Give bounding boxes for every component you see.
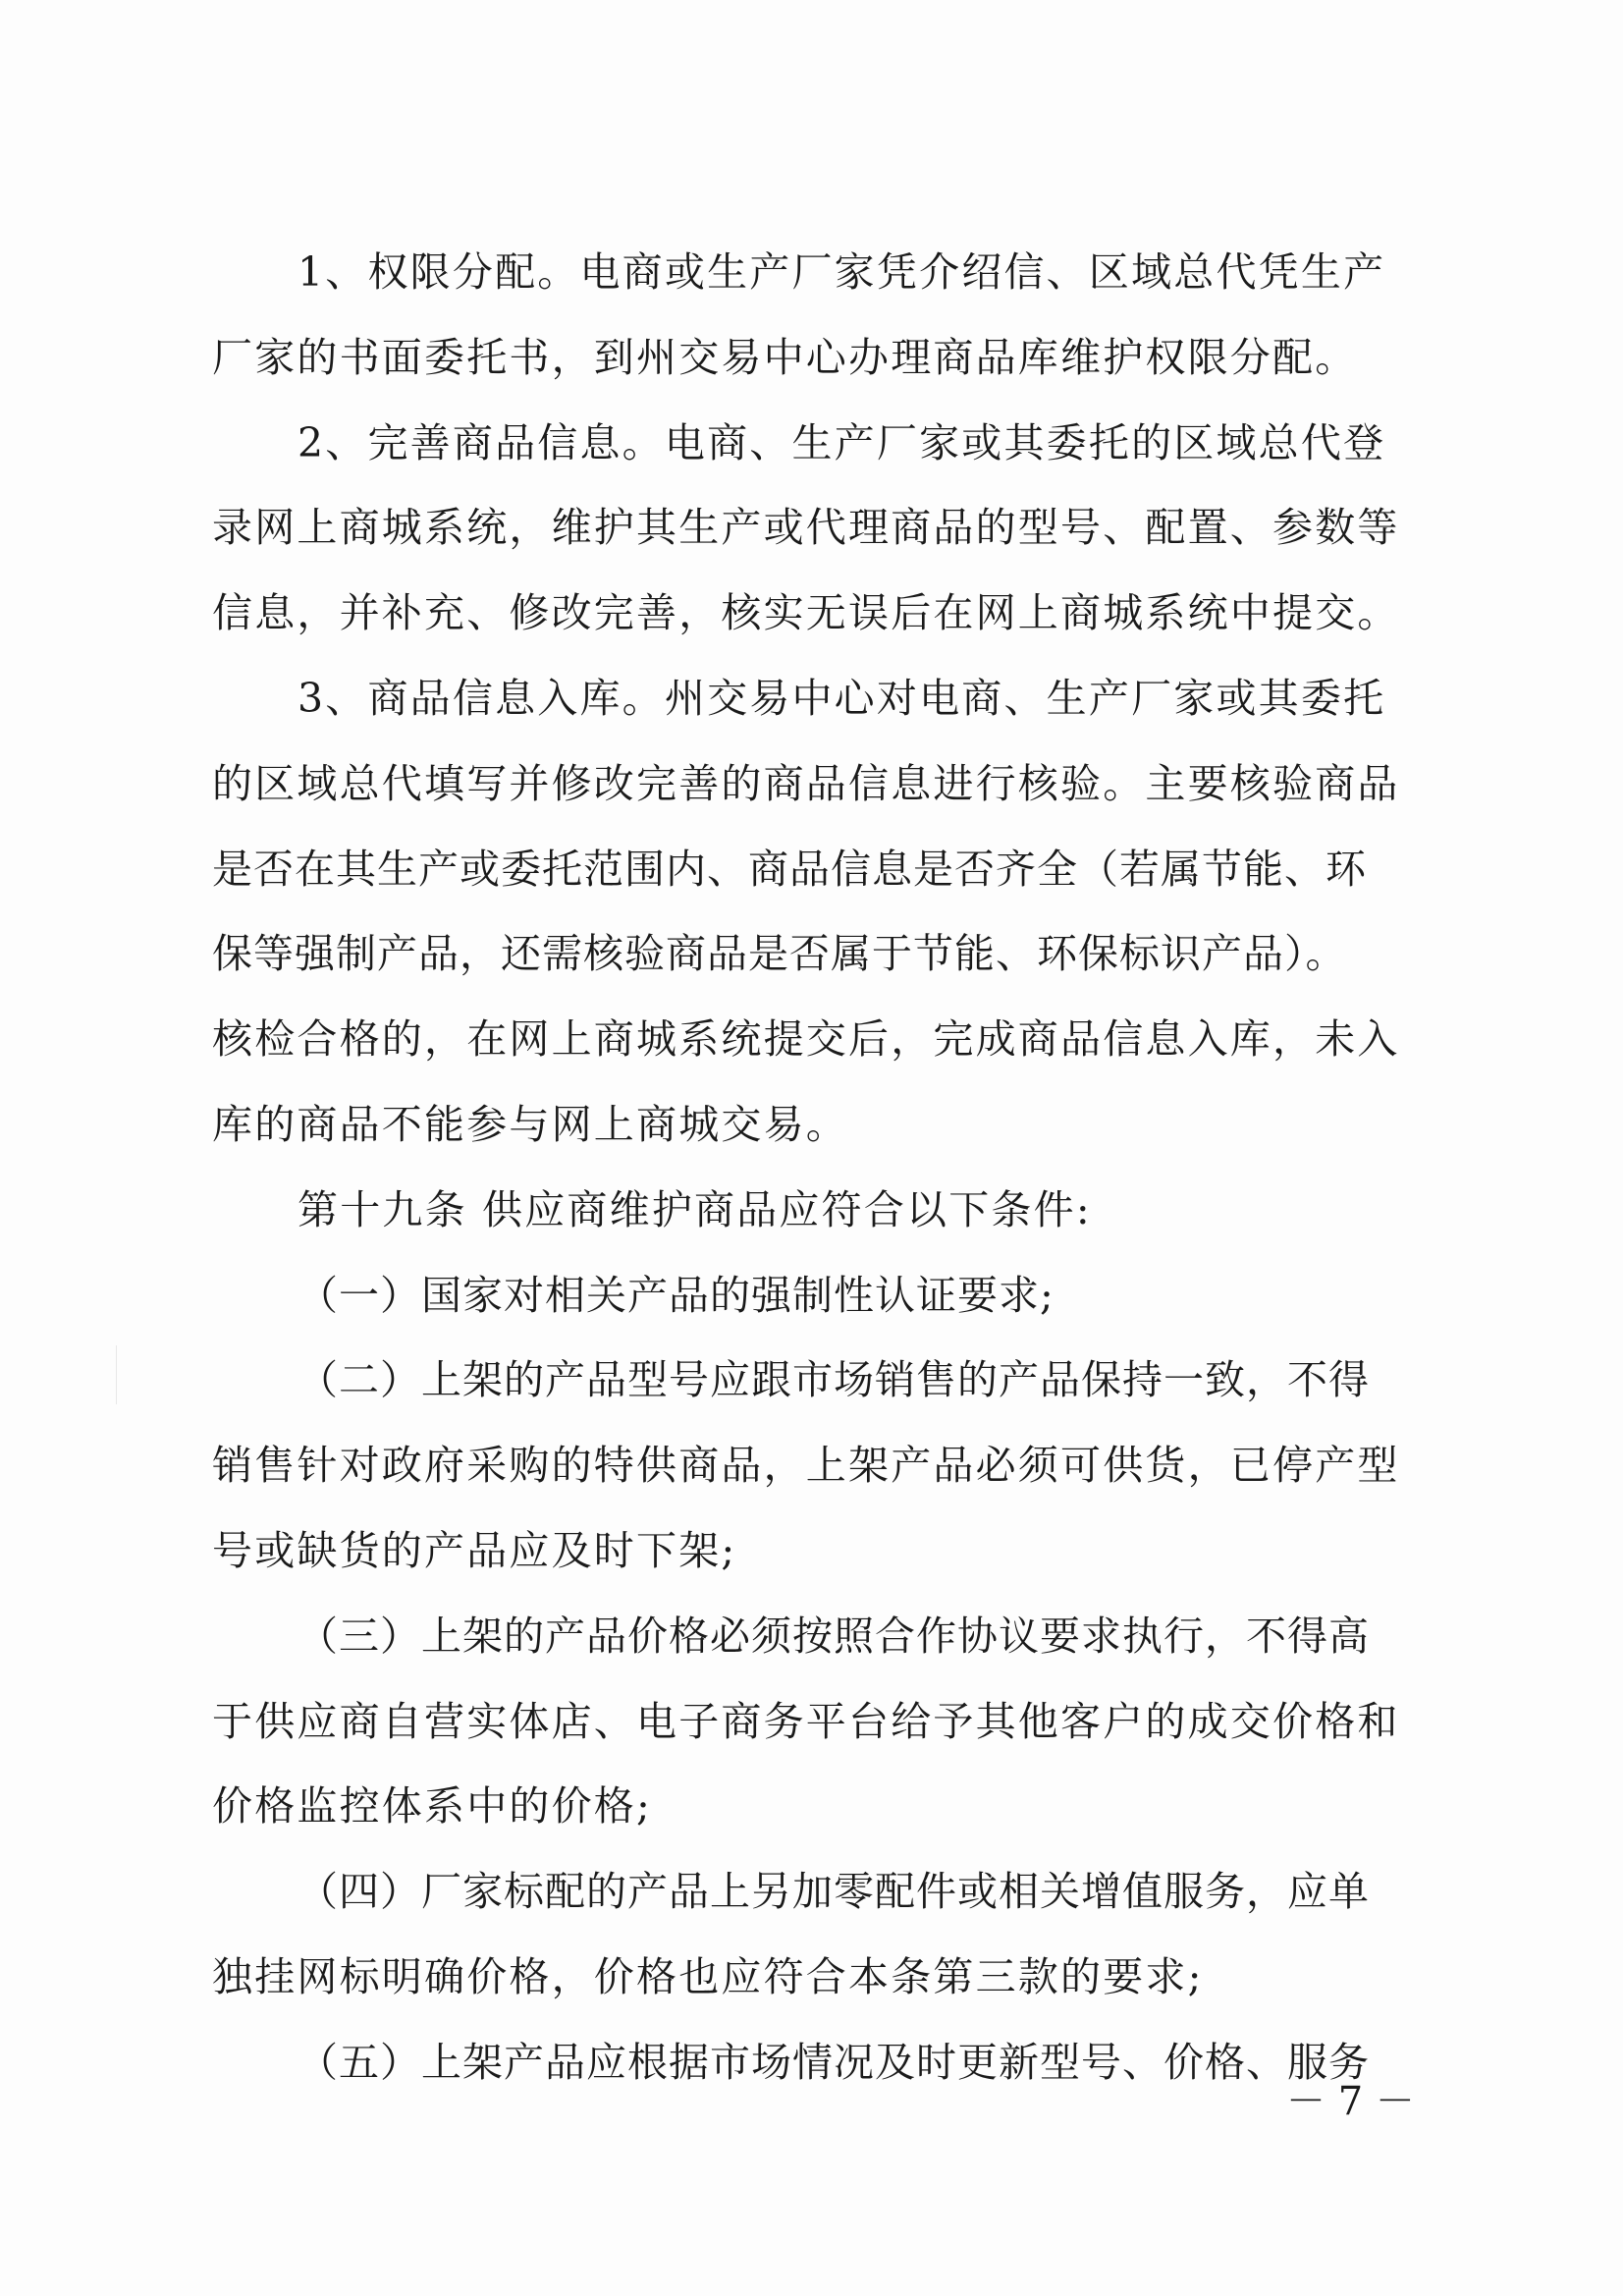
paragraph-line: 厂家的书面委托书，到州交易中心办理商品库维护权限分配。 bbox=[212, 333, 1358, 381]
paragraph-line: 信息，并补充、修改完善，核实无误后在网上商城系统中提交。 bbox=[212, 589, 1400, 637]
article-heading: 第十九条 供应商维护商品应符合以下条件: bbox=[298, 1185, 1092, 1233]
list-item: （四）厂家标配的产品上另加零配件或相关增值服务，应单 bbox=[298, 1868, 1370, 1916]
list-item: （二）上架的产品型号应跟市场销售的产品保持一致，不得 bbox=[298, 1356, 1370, 1404]
paragraph-line: 号或缺货的产品应及时下架; bbox=[212, 1526, 737, 1574]
paragraph-line: 录网上商城系统，维护其生产或代理商品的型号、配置、参数等 bbox=[212, 504, 1400, 552]
list-item: （五）上架产品应根据市场情况及时更新型号、价格、服务 bbox=[298, 2038, 1370, 2086]
paragraph-line: 价格监控体系中的价格; bbox=[212, 1782, 653, 1831]
scan-artifact bbox=[116, 1345, 117, 1404]
paragraph-line: 销售针对政府采购的特供商品，上架产品必须可供货，已停产型 bbox=[212, 1442, 1400, 1490]
paragraph-line: 独挂网标明确价格，价格也应符合本条第三款的要求; bbox=[212, 1952, 1204, 2000]
paragraph-line: 2、完善商品信息。电商、生产厂家或其委托的区域总代登 bbox=[298, 418, 1386, 466]
page-number: － 7 － bbox=[1286, 2079, 1415, 2124]
paragraph-line: 3、商品信息入库。州交易中心对电商、生产厂家或其委托 bbox=[298, 674, 1386, 722]
list-item: （三）上架的产品价格必须按照合作协议要求执行，不得高 bbox=[298, 1612, 1370, 1660]
paragraph-line: 保等强制产品，还需核验商品是否属于节能、环保标识产品）。 bbox=[212, 930, 1347, 978]
paragraph-line: 核检合格的，在网上商城系统提交后，完成商品信息入库，未入 bbox=[212, 1015, 1400, 1064]
paragraph-line: 的区域总代填写并修改完善的商品信息进行核验。主要核验商品 bbox=[212, 759, 1400, 807]
paragraph-line: 1、权限分配。电商或生产厂家凭介绍信、区域总代凭生产 bbox=[298, 248, 1386, 296]
paragraph-line: 于供应商自营实体店、电子商务平台给予其他客户的成交价格和 bbox=[212, 1697, 1400, 1745]
paragraph-line: 是否在其生产或委托范围内、商品信息是否齐全（若属节能、环 bbox=[212, 845, 1367, 893]
document-body bbox=[212, 230, 1414, 2105]
list-item: （一）国家对相关产品的强制性认证要求; bbox=[298, 1271, 1055, 1319]
paragraph-line: 库的商品不能参与网上商城交易。 bbox=[212, 1100, 848, 1148]
